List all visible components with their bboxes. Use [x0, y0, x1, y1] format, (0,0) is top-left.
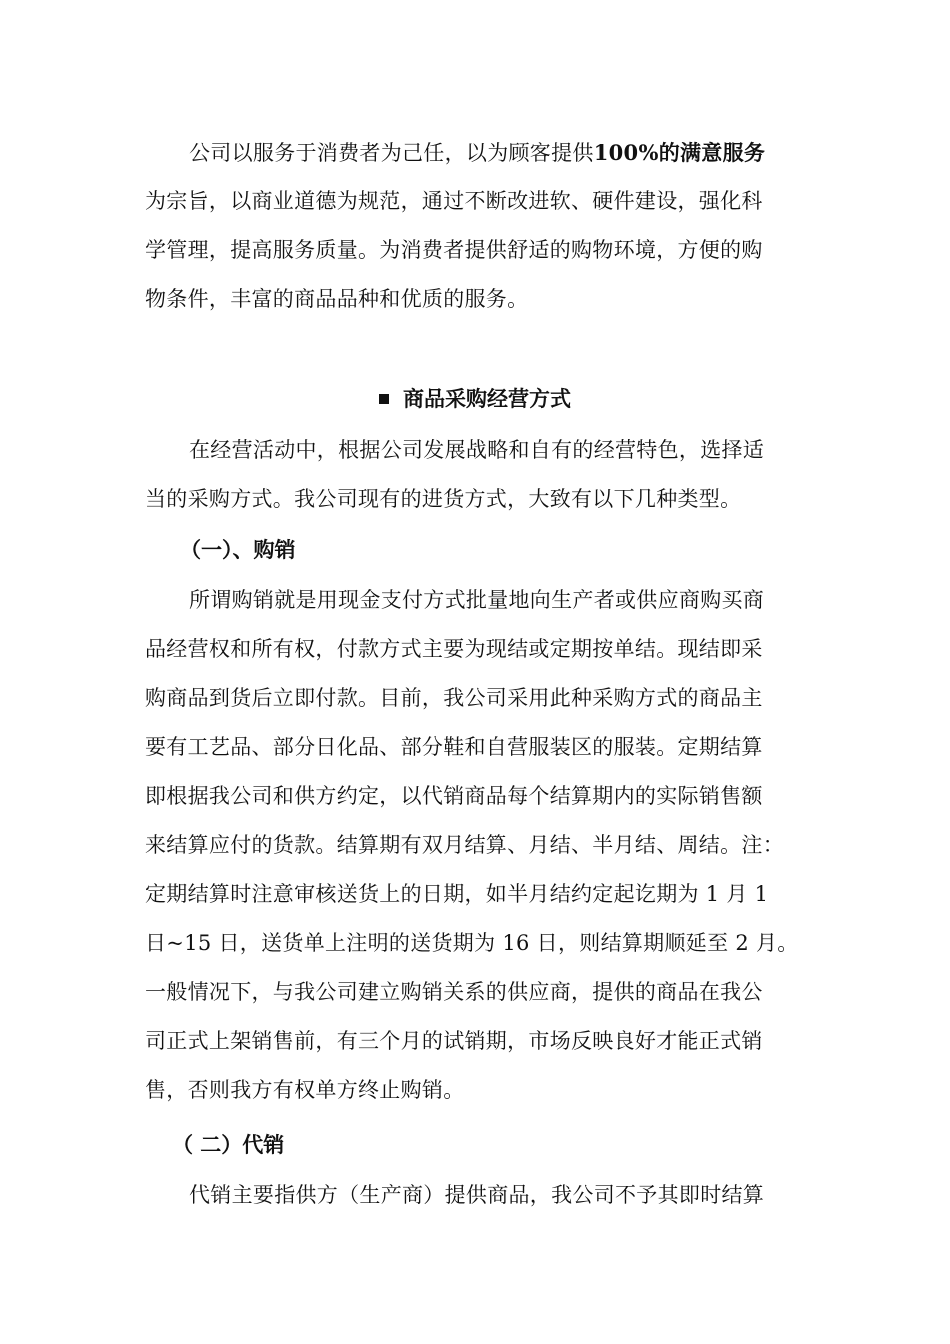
- subsection-1-line: 日~15 日，送货单上注明的送货期为 16 日，则结算期顺延至 2 月。: [145, 931, 799, 955]
- intro-line-3: 学管理，提高服务质量。为消费者提供舒适的购物环境，方便的购: [145, 238, 763, 262]
- subsection-2-title: （ 二）代销: [172, 1132, 285, 1157]
- square-bullet-icon: [379, 394, 389, 404]
- intro-line-1: [145, 128, 810, 177]
- section-intro-paragraph: [145, 426, 810, 524]
- intro-line-1-text: 公司以服务于消费者为己任，以为顾客提供: [189, 141, 594, 165]
- intro-paragraph: [145, 128, 810, 324]
- subsection-1-line: 售，否则我方有权单方终止购销。: [145, 1078, 465, 1102]
- subsection-1-line: 购商品到货后立即付款。目前，我公司采用此种采购方式的商品主: [145, 686, 763, 710]
- intro-line-4: 物条件，丰富的商品品种和优质的服务。: [145, 287, 529, 311]
- intro-line-2: 为宗旨，以商业道德为规范，通过不断改进软、硬件建设，强化科: [145, 189, 763, 213]
- subsection-1-line: 定期结算时注意审核送货上的日期，如半月结约定起讫期为 1 月 1: [145, 882, 769, 906]
- section-intro-line-1: 在经营活动中，根据公司发展战略和自有的经营特色，选择适: [189, 438, 765, 462]
- subsection-1-paragraph: [145, 576, 810, 1115]
- satisfaction-emphasis: 100%的满意服务: [593, 140, 766, 165]
- subsection-2-line-1: 代销主要指供方（生产商）提供商品，我公司不予其即时结算: [189, 1183, 765, 1207]
- subsection-1-line: 品经营权和所有权，付款方式主要为现结或定期按单结。现结即采: [145, 637, 763, 661]
- subsection-1-line: 即根据我公司和供方约定，以代销商品每个结算期内的实际销售额: [145, 784, 763, 808]
- subsection-2-paragraph: [145, 1171, 810, 1220]
- section-heading-text: 商品采购经营方式: [403, 386, 571, 411]
- subsection-1-line: 要有工艺品、部分日化品、部分鞋和自营服装区的服装。定期结算: [145, 735, 763, 759]
- section-heading: [0, 384, 950, 414]
- subsection-1-line: 来结算应付的货款。结算期有双月结算、月结、半月结、周结。注：: [145, 833, 784, 857]
- subsection-1-line: 一般情况下，与我公司建立购销关系的供应商，提供的商品在我公: [145, 980, 763, 1004]
- subsection-1-line: 所谓购销就是用现金支付方式批量地向生产者或供应商购买商: [189, 588, 765, 612]
- section-intro-line-2: 当的采购方式。我公司现有的进货方式，大致有以下几种类型。: [145, 487, 742, 511]
- subsection-1-title: （一）、购销: [180, 537, 296, 562]
- subsection-1-line: 司正式上架销售前，有三个月的试销期，市场反映良好才能正式销: [145, 1029, 763, 1053]
